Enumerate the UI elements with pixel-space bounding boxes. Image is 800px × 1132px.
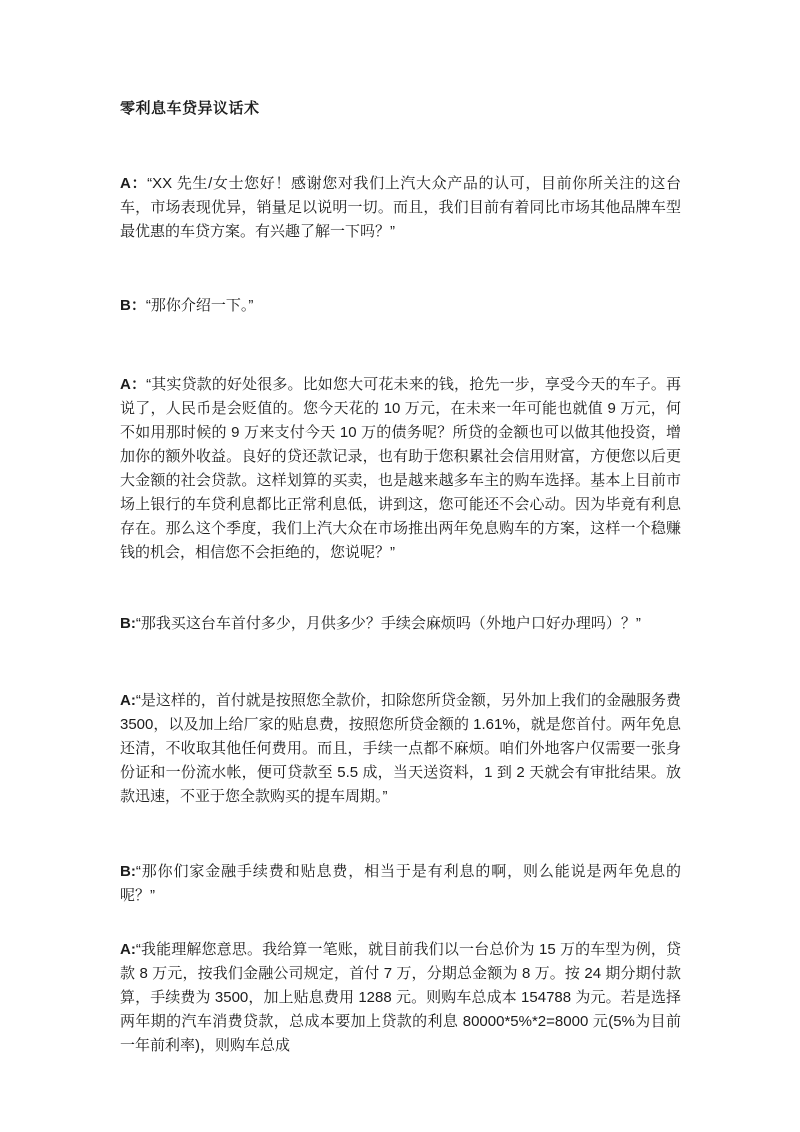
paragraph-text: “那你介绍一下。” bbox=[145, 297, 254, 314]
speaker-label: A: bbox=[120, 692, 136, 709]
dialogue-paragraph bbox=[120, 294, 681, 318]
speaker-label: B: bbox=[120, 615, 136, 632]
speaker-label: B: bbox=[120, 863, 136, 880]
dialogue-paragraph bbox=[120, 689, 681, 809]
paragraph-text: “那我买这台车首付多少，月供多少？手续会麻烦吗（外地户口好办理吗）？” bbox=[135, 615, 641, 632]
dialogue-paragraph bbox=[120, 172, 681, 244]
speaker-label: A： bbox=[120, 376, 147, 393]
speaker-label: B： bbox=[120, 297, 146, 314]
speaker-label: A: bbox=[120, 941, 136, 958]
dialogue-paragraph bbox=[120, 612, 681, 636]
paragraph-text: “那你们家金融手续费和贴息费，相当于是有利息的啊，则么能说是两年免息的呢？” bbox=[120, 863, 681, 904]
paragraph-text: “是这样的，首付就是按照您全款价，扣除您所贷金额，另外加上我们的金融服务费 3500，以及加上给厂家的贴息费，按照您所贷金额的 1.61%，就是您首付。两年免息还清，不收取其他任何费用。而且，手续一点都不麻烦。咱们外地客户仅需要一张身份证和一份流水帐，便可贷款至 5.5 成，当天送资料，1 到 2 天就会有审批结果。放款迅速，不亚于您全款购买的提车周期。” bbox=[120, 692, 681, 805]
speaker-label: A： bbox=[120, 175, 148, 192]
paragraph-text: “我能理解您意思。我给算一笔账，就目前我们以一台总价为 15 万的车型为例，贷款 8 万元，按我们金融公司规定，首付 7 万，分期总金额为 8 万。按 24 期分期付款算，手续费为 3500，加上贴息费用 1288 元。则购车总成本 154788 为元。若是选择两年期的汽车消费贷款，总成本要加上贷款的利息 80000*5%*2=8000 元(5%为目前一年前利率)，则购车总成 bbox=[120, 941, 681, 1054]
dialogue-paragraph bbox=[120, 373, 681, 565]
paragraph-text: “XX 先生/女士您好！感谢您对我们上汽大众产品的认可，目前你所关注的这台车，市场表现优异，销量足以说明一切。而且，我们目前有着同比市场其他品牌车型最优惠的车贷方案。有兴趣了解一下吗？” bbox=[120, 175, 682, 240]
dialogue-paragraph bbox=[120, 860, 681, 908]
paragraph-text: “其实贷款的好处很多。比如您大可花未来的钱，抢先一步，享受今天的车子。再说了，人民币是会贬值的。您今天花的 10 万元，在未来一年可能也就值 9 万元，何不如用那时候的 9 万来支付今天 10 万的债务呢？所贷的金额也可以做其他投资，增加你的额外收益。良好的贷还款记录，也有助于您积累社会信用财富，方便您以后更大金额的社会贷款。这样划算的买卖，也是越来越多车主的购车选择。基本上目前市场上银行的车贷利息都比正常利息低，讲到这，您可能还不会心动。因为毕竟有利息存在。那么这个季度，我们上汽大众在市场推出两年免息购车的方案，这样一个稳赚钱的机会，相信您不会拒绝的，您说呢？” bbox=[120, 376, 682, 561]
dialogue-paragraph bbox=[120, 938, 681, 1058]
document-title: 零利息车贷异议话术 bbox=[120, 100, 260, 117]
